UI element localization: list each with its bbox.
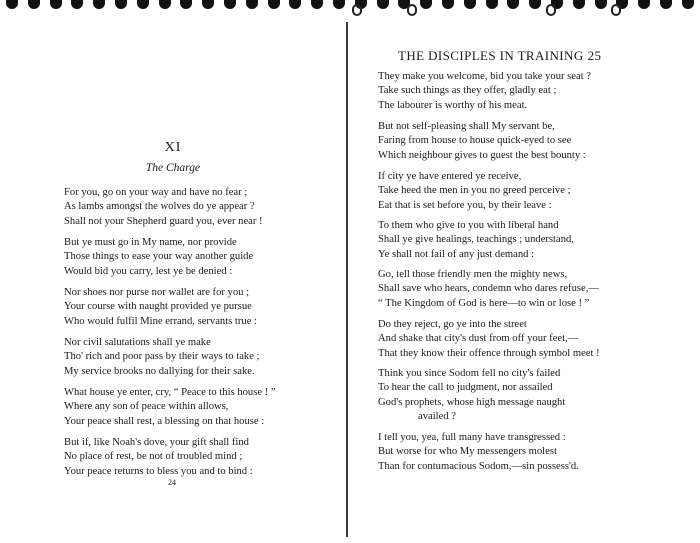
verse-line: The labourer is worthy of his meat.	[378, 99, 528, 111]
stanza	[378, 431, 579, 474]
header-title: THE DISCIPLES IN TRAINING	[398, 48, 584, 63]
verse-line: As lambs amongst the wolves do ye appear ?	[64, 201, 255, 213]
verse-line: Eat that is set before you, by their leave :	[378, 199, 552, 211]
verse-line: If city ye have entered ye receive,	[378, 171, 522, 182]
running-header	[398, 48, 601, 64]
binding-coil	[573, 0, 585, 9]
stanza	[64, 236, 253, 279]
binding-coil	[137, 0, 149, 9]
verse-line: To hear the call to judgment, nor assailed	[378, 382, 553, 394]
chapter-subtitle: The Charge	[145, 162, 201, 174]
verse-line: Take such things as they offer, gladly eat ;	[378, 85, 557, 97]
verse-line: Faring from house to house quick-eyed to see	[378, 135, 572, 147]
stanza	[378, 120, 586, 163]
verse-line: Would bid you carry, lest ye be denied :	[64, 265, 233, 277]
binding-coil	[507, 0, 519, 9]
binding-coil	[159, 0, 171, 9]
verse-line: What house ye enter, cry, “ Peace to this house ! ”	[64, 387, 276, 398]
binding-coil	[420, 0, 432, 9]
verse-line: But ye must go in My name, nor provide	[64, 237, 237, 248]
binding-ring	[546, 4, 556, 16]
binding-coil	[311, 0, 323, 9]
binding-coil	[28, 0, 40, 9]
binding-coil	[93, 0, 105, 9]
verse-line: Nor civil salutations shall ye make	[64, 337, 211, 348]
left-page	[8, 22, 338, 537]
binding-coil	[202, 0, 214, 9]
verse-line: That they know their offence through symbol meet !	[378, 347, 600, 359]
stanza	[378, 170, 571, 213]
verse-line: Shall not your Shepherd guard you, ever near !	[64, 215, 263, 227]
binding-coil	[180, 0, 192, 9]
binding-coil	[71, 0, 83, 9]
stanza	[378, 219, 574, 262]
verse-line: But worse for who My messengers molest	[378, 446, 557, 458]
binding-coil	[529, 0, 541, 9]
stanza	[64, 386, 276, 429]
verse-line: My service brooks no dallying for their sake.	[64, 365, 255, 377]
verse-line: Shall save who hears, condemn who dares refuse,—	[378, 283, 599, 295]
verse-line: Your peace shall rest, a blessing on that house :	[64, 415, 265, 427]
binding-coil	[246, 0, 258, 9]
verse-line: Your peace returns to bless you and to bind :	[64, 465, 253, 477]
stanza	[378, 318, 600, 361]
verse-line: availed ?	[418, 410, 456, 422]
binding-ring	[611, 4, 621, 16]
verse-line: And shake that city's dust from off your feet,—	[378, 333, 579, 345]
binding-coil	[660, 0, 672, 9]
page-number: 24	[168, 478, 176, 487]
binding-coil	[333, 0, 345, 9]
chapter-number: XI	[164, 140, 182, 155]
stanza	[378, 268, 599, 311]
verse-line: But if, like Noah's dove, your gift shall find	[64, 437, 249, 448]
binding-coil	[289, 0, 301, 9]
binding-coil	[464, 0, 476, 9]
verse-line: No place of rest, be not of troubled mind ;	[64, 451, 243, 463]
verse-line: Ye shall not fail of any just demand :	[378, 248, 535, 260]
stanza	[378, 367, 565, 424]
spiral-binding	[0, 0, 700, 20]
verse-line: Take heed the men in you no greed perceive ;	[378, 185, 571, 197]
binding-coil	[442, 0, 454, 9]
binding-coil	[486, 0, 498, 9]
binding-coil	[595, 0, 607, 9]
stanza	[64, 336, 260, 379]
verse-line: Think you since Sodom fell no city's failed	[378, 368, 561, 379]
binding-coil	[50, 0, 62, 9]
stanza	[64, 436, 253, 479]
binding-coil	[224, 0, 236, 9]
right-page	[346, 22, 692, 537]
verse-line: Nor shoes nor purse nor wallet are for you ;	[64, 287, 250, 298]
verse-line: They make you welcome, bid you take your seat ?	[378, 71, 591, 82]
verse-line: “ The Kingdom of God is here—to win or lose ! ”	[378, 297, 590, 309]
verse-line: For you, go on your way and have no fear ;	[64, 187, 248, 198]
verse-line: Do they reject, go ye into the street	[378, 319, 527, 330]
verse-line: Which neighbour gives to guest the best bounty :	[378, 149, 586, 161]
binding-coil	[6, 0, 18, 9]
stanza	[378, 70, 591, 113]
binding-ring	[352, 4, 362, 16]
binding-coil	[682, 0, 694, 9]
binding-coil	[115, 0, 127, 9]
verse-line: Tho' rich and poor pass by their ways to take ;	[64, 351, 260, 363]
verse-line: But not self-pleasing shall My servant be,	[378, 121, 555, 132]
stanza	[64, 186, 263, 229]
verse-line: God's prophets, whose high message naught	[378, 396, 566, 408]
verse-line: Those things to ease your way another guide	[64, 251, 254, 263]
header-page-number: 25	[587, 48, 602, 63]
verse-line: To them who give to you with liberal hand	[378, 220, 559, 231]
verse-line: Where any son of peace within allows,	[64, 401, 229, 413]
verse-line: Go, tell those friendly men the mighty news,	[378, 269, 568, 280]
binding-coil	[377, 0, 389, 9]
binding-coil	[638, 0, 650, 9]
binding-coil	[268, 0, 280, 9]
verse-line: Your course with naught provided ye pursue	[64, 301, 252, 313]
binding-ring	[407, 4, 417, 16]
verse-line: I tell you, yea, full many have transgressed :	[378, 432, 566, 443]
verse-line: Than for contumacious Sodom,—sin possess'd.	[378, 460, 579, 472]
stanza	[64, 286, 257, 329]
verse-line: Shall ye give healings, teachings ; understand,	[378, 234, 574, 246]
verse-line: Who would fulfil Mine errand, servants true :	[64, 315, 257, 327]
